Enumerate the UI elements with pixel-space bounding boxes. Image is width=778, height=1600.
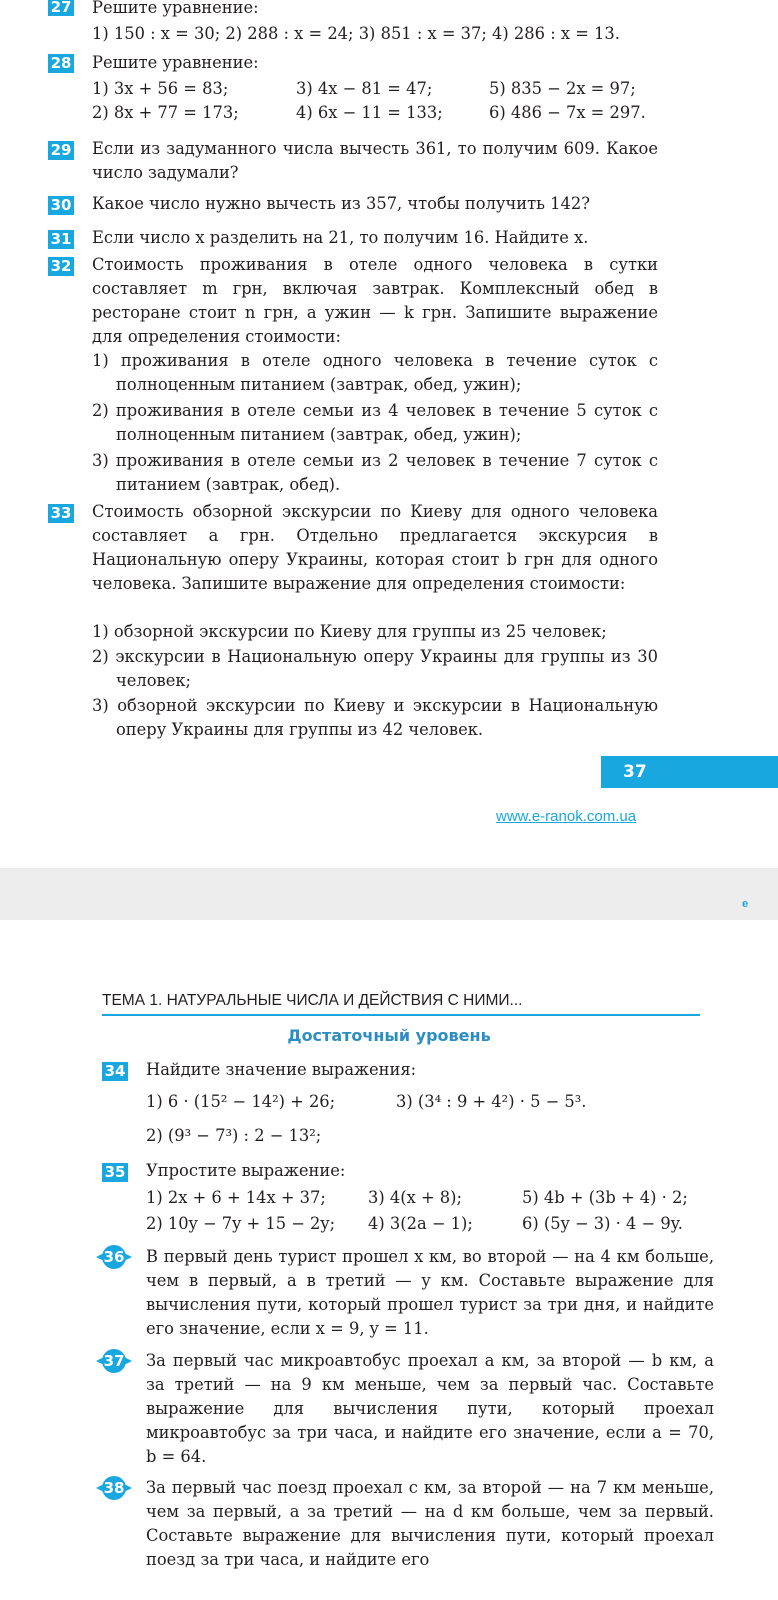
exercise-title: Упростите выражение: [146, 1161, 346, 1180]
exercise-number: 27 [48, 0, 74, 16]
sub-task: 2) проживания в отеле семьи из 4 человек в течение 5 суток с полноценным питанием (завтрак, обед, ужин); [92, 401, 658, 444]
exercise-number: 38 [102, 1476, 126, 1500]
exercise-number: 35 [102, 1163, 128, 1182]
sub-task: 3) обзорной экскурсии по Киеву и экскурсии в Национальную оперу Украины для группы из 42 человек. [92, 696, 658, 739]
sub-task: 2) экскурсии в Национальную оперу Украины для группы из 30 человек; [92, 647, 658, 690]
expression-item: 6) (5y − 3) · 4 − 9y. [522, 1214, 683, 1233]
expression-item: 3) (3⁴ : 9 + 4²) · 5 − 5³. [396, 1092, 587, 1111]
exercise-text: За первый час поезд проехал c км, за второй — на 7 км меньше, чем за первый, а за третий — на d км больше, чем за первый. Составьте выражение для вычисления пути, который проехал поезд за три часа, и найдите его [146, 1478, 714, 1569]
topic-header: ТЕМА 1. НАТУРАЛЬНЫЕ ЧИСЛА И ДЕЙСТВИЯ С НИМИ... [102, 992, 523, 1009]
equation-item: 3) 4x − 81 = 47; [296, 79, 433, 98]
exercise-number: 36 [102, 1245, 126, 1269]
sub-task: 1) обзорной экскурсии по Киеву для группы из 25 человек; [92, 622, 607, 641]
expression-item: 4) 3(2a − 1); [368, 1214, 473, 1233]
exercise-text: Если число x разделить на 21, то получим 16. Найдите x. [92, 228, 589, 247]
expression-item: 2) (9³ − 7³) : 2 − 13²; [146, 1126, 322, 1145]
exercise-number: 34 [102, 1062, 128, 1081]
exercise-title: Решите уравнение: [92, 53, 259, 72]
exercise-text: Стоимость проживания в отеле одного человека в сутки составляет m грн, включая завтрак. Комплексный обед в ресторане стоит n грн, а ужин — k грн. Запишите выражение для определения стоимости: [92, 255, 658, 346]
expression-item: 3) 4(x + 8); [368, 1188, 462, 1207]
exercise-text: Если из задуманного числа вычесть 361, то получим 609. Какое число задумали? [92, 139, 658, 182]
equation-item: 6) 486 − 7x = 297. [489, 103, 646, 122]
equation-item: 1) 3x + 56 = 83; [92, 79, 229, 98]
exercise-text: Стоимость обзорной экскурсии по Киеву для одного человека составляет a грн. Отдельно предлагается экскурсия в Национальную оперу Украины, которая стоит b грн для одного человека. Запишите выражение для определения стоимости: [92, 502, 658, 593]
exercise-number: 30 [48, 196, 74, 215]
website-link[interactable]: www.e-ranok.com.ua [496, 808, 637, 825]
level-title: Достаточный уровень [287, 1026, 491, 1045]
equation-item: 2) 8x + 77 = 173; [92, 103, 239, 122]
exercise-number: 29 [48, 141, 74, 160]
equation-item: 4) 6x − 11 = 133; [296, 103, 443, 122]
page-number: 37 [601, 756, 778, 788]
publisher-logo: e [742, 898, 749, 910]
expression-item: 2) 10y − 7y + 15 − 2y; [146, 1214, 336, 1233]
exercise-title: Решите уравнение: [92, 0, 259, 17]
exercise-text: Какое число нужно вычесть из 357, чтобы получить 142? [92, 194, 590, 213]
exercise-text: В первый день турист прошел x км, во второй — на 4 км больше, чем в первый, а в третий — y км. Составьте выражение для вычисления пути, который прошел турист за три дня, и найдите его значение, если x = 9, y = 11. [146, 1247, 714, 1338]
exercise-number: 31 [48, 230, 74, 249]
page-separator [0, 868, 778, 920]
exercise-number: 37 [102, 1349, 126, 1373]
expression-item: 1) 6 · (15² − 14²) + 26; [146, 1092, 336, 1111]
sub-task: 1) проживания в отеле одного человека в течение суток с полноценным питанием (завтрак, обед, ужин); [92, 351, 658, 394]
header-divider [102, 1014, 700, 1016]
exercise-text: За первый час микроавтобус проехал a км, за второй — b км, а за третий — на 9 км меньше, чем за первый час. Составьте выражение для вычисления пути, который проехал микроавтобус за три часа, и найдите его значение, если a = 70, b = 64. [146, 1351, 714, 1466]
expression-item: 1) 2x + 6 + 14x + 37; [146, 1188, 326, 1207]
equation-list: 1) 150 : x = 30; 2) 288 : x = 24; 3) 851 : x = 37; 4) 286 : x = 13. [92, 24, 620, 43]
equation-item: 5) 835 − 2x = 97; [489, 79, 636, 98]
sub-task: 3) проживания в отеле семьи из 2 человек в течение 7 суток с питанием (завтрак, обед). [92, 451, 658, 494]
exercise-number: 32 [48, 257, 74, 276]
exercise-number: 28 [48, 54, 74, 73]
exercise-number: 33 [48, 504, 74, 523]
expression-item: 5) 4b + (3b + 4) · 2; [522, 1188, 688, 1207]
exercise-title: Найдите значение выражения: [146, 1060, 417, 1079]
